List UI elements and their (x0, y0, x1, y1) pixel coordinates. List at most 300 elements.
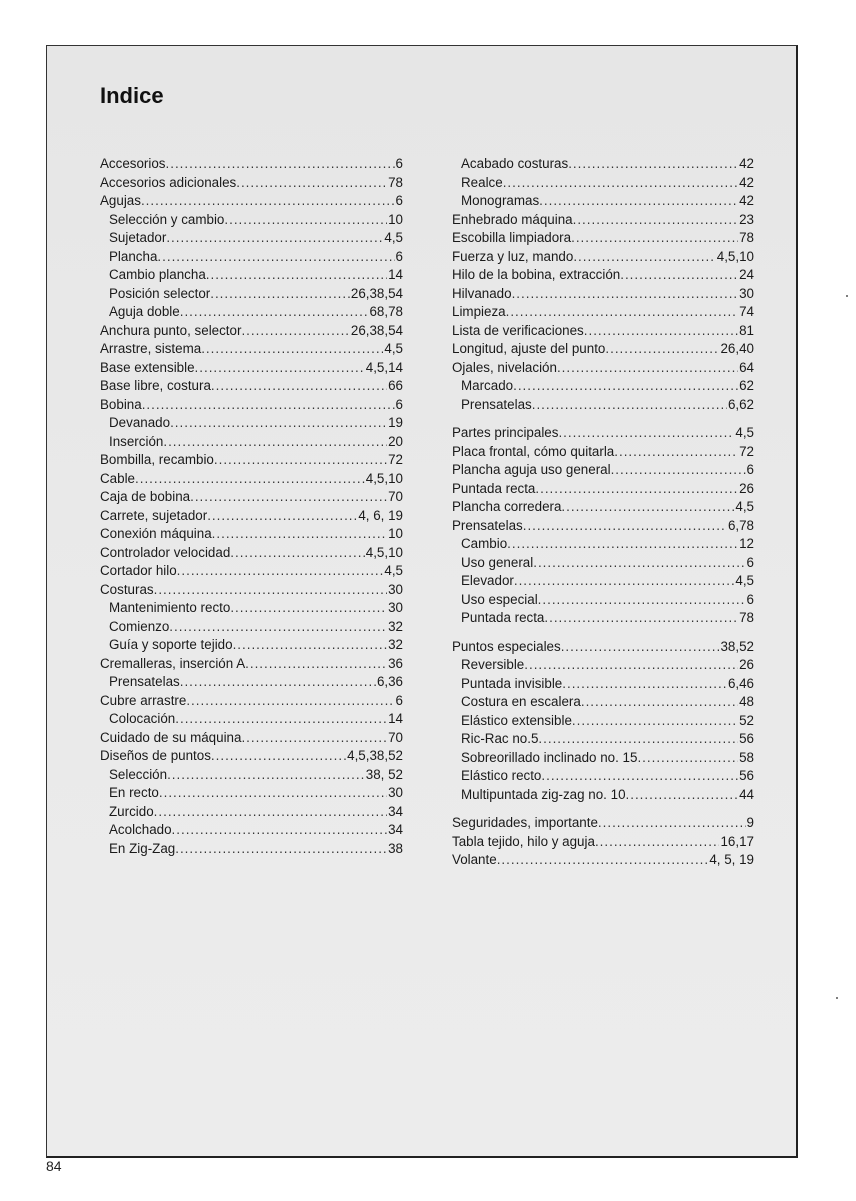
index-entry-label: Aguja doble (109, 304, 180, 319)
dot-leader (584, 322, 738, 341)
dot-leader (195, 359, 365, 378)
index-entry-label: Mantenimiento recto (109, 600, 231, 615)
index-entry (100, 155, 403, 174)
index-entry-label: Bobina (100, 396, 142, 412)
index-entry (100, 192, 403, 211)
dot-leader (211, 377, 387, 396)
index-entry-label: Cable (100, 470, 135, 486)
index-entry (100, 248, 403, 267)
index-entry-page: 6,62 (727, 396, 754, 412)
index-entry-label: Reversible (461, 657, 525, 672)
index-entry-label: Acolchado (109, 822, 172, 837)
index-entry-label: Seguridades, importante (452, 815, 598, 830)
index-entry-label: Plancha corredera (452, 499, 562, 514)
index-entry-label: Puntada recta (461, 610, 545, 625)
index-entry (100, 211, 403, 230)
index-entry-label: Cuidado de su máquina (100, 729, 242, 745)
index-entry-page: 24 (739, 267, 754, 282)
index-entry-label: Escobilla limpiadora (452, 230, 572, 245)
index-entry-label: Acabado costuras (461, 156, 569, 171)
index-entry-label: Sobreorillado inclinado no. 15 (461, 749, 638, 765)
index-entry-page: 38,52 (720, 638, 754, 654)
dot-leader (201, 340, 383, 359)
index-entry-page: 70 (388, 729, 403, 745)
dot-leader (538, 591, 746, 610)
index-entry (452, 285, 754, 304)
index-entry (452, 833, 754, 852)
dot-leader (562, 675, 727, 694)
index-entry (100, 766, 403, 785)
dot-leader (169, 618, 387, 637)
dot-leader (557, 359, 738, 378)
dot-leader (620, 266, 738, 285)
index-entry (452, 786, 754, 805)
index-entry-page: 4,5,10 (716, 248, 754, 264)
index-entry-page: 4, 6, 19 (358, 507, 403, 523)
dot-leader (212, 525, 387, 544)
index-entry (452, 396, 754, 415)
index-entry-page: 4,5,10 (365, 544, 403, 560)
index-entry (100, 451, 403, 470)
index-entry (452, 480, 754, 499)
page-title: Indice (100, 83, 164, 108)
index-entry (100, 174, 403, 193)
index-entry-page: 6,36 (376, 674, 403, 689)
index-entry-label: Anchura punto, selector (100, 322, 242, 338)
index-column-right (452, 155, 754, 870)
index-entry (452, 322, 754, 341)
dot-leader (538, 730, 738, 749)
dot-leader (535, 480, 738, 499)
index-entry-page: 12 (739, 536, 754, 551)
dot-leader (166, 229, 383, 248)
index-entry-label: Puntada recta (452, 480, 536, 496)
dot-leader (167, 766, 365, 785)
dot-leader (573, 211, 738, 230)
index-entry-page: 9 (746, 815, 754, 830)
index-entry-page: 42 (739, 156, 754, 171)
index-entry (452, 461, 754, 480)
dot-leader (605, 340, 719, 359)
index-entry-page: 52 (739, 712, 754, 728)
dot-leader (598, 814, 746, 833)
index-entry (452, 517, 754, 536)
dot-leader (497, 851, 709, 870)
index-entry-page: 34 (388, 822, 403, 837)
dot-leader (154, 581, 388, 600)
index-entry (452, 554, 754, 573)
index-entry-label: Sujetador (109, 230, 167, 245)
dot-leader (523, 517, 727, 536)
index-entry-label: Conexión máquina (100, 526, 212, 541)
index-entry (100, 803, 403, 822)
index-entry-page: 56 (739, 731, 754, 746)
index-entry-page: 10 (388, 526, 403, 541)
index-entry-label: Volante (452, 852, 497, 867)
dot-leader (614, 443, 738, 462)
dot-leader (207, 507, 357, 526)
dot-leader (170, 414, 387, 433)
index-entry-label: Multipuntada zig-zag no. 10 (461, 786, 626, 802)
dot-leader (506, 303, 739, 322)
index-entry-page: 32 (388, 637, 403, 652)
index-entry-page: 36 (388, 655, 403, 671)
index-entry-page: 38, 52 (365, 766, 403, 782)
dot-leader (241, 322, 349, 341)
index-entry (100, 396, 403, 415)
index-entry-page: 66 (388, 378, 403, 393)
index-entry-page: 23 (739, 211, 754, 227)
index-entry-label: Plancha (109, 248, 158, 264)
index-entry-page: 26,38,54 (350, 285, 403, 301)
index-entry (452, 609, 754, 628)
index-entry-page: 10 (388, 211, 403, 227)
dot-leader (533, 554, 745, 573)
index-entry-page: 26,38,54 (350, 322, 403, 338)
dot-leader (514, 572, 735, 591)
index-entry (452, 498, 754, 517)
index-entry (100, 562, 403, 581)
index-entry-page: 6,46 (727, 675, 754, 691)
index-entry (100, 414, 403, 433)
index-entry-page: 6 (395, 692, 403, 708)
index-entry-label: Bombilla, recambio (100, 452, 214, 467)
index-entry (100, 525, 403, 544)
index-entry-label: Guía y soporte tejido (109, 637, 233, 652)
index-entry (452, 535, 754, 554)
dot-leader (573, 248, 715, 267)
index-entry-page: 32 (388, 618, 403, 634)
index-entry (452, 248, 754, 267)
index-entry (452, 712, 754, 731)
index-entry-label: Cubre arrastre (100, 692, 187, 708)
index-entry-label: Cortador hilo (100, 563, 177, 578)
dot-leader (166, 155, 395, 174)
index-entry (100, 340, 403, 359)
scan-speck (846, 295, 848, 297)
index-entry (452, 656, 754, 675)
index-entry (100, 359, 403, 378)
index-entry-page: 14 (388, 711, 403, 726)
dot-leader (172, 821, 388, 840)
index-entry (452, 749, 754, 768)
index-entry (452, 730, 754, 749)
index-entry-page: 26 (739, 657, 754, 672)
dot-leader (210, 285, 350, 304)
index-entry (452, 229, 754, 248)
index-entry-label: Marcado (461, 378, 514, 393)
index-entry-label: Base libre, costura (100, 378, 211, 393)
dot-leader (224, 211, 387, 230)
index-entry-label: Cambio (461, 536, 508, 551)
index-entry-label: Caja de bobina (100, 489, 191, 504)
index-entry-label: Costuras (100, 581, 154, 597)
index-entry-label: Ojales, nivelación (452, 359, 557, 375)
dot-leader (233, 636, 388, 655)
index-entry-label: Uso especial (461, 591, 538, 607)
dot-leader (230, 599, 387, 618)
index-entry-page: 62 (739, 378, 754, 393)
index-entry-page: 72 (739, 443, 754, 459)
index-entry (452, 851, 754, 870)
index-entry-label: Prensatelas (461, 396, 532, 412)
index-entry (100, 544, 403, 563)
index-entry (100, 655, 403, 674)
dot-leader (211, 747, 346, 766)
index-entry-label: Longitud, ajuste del punto (452, 341, 606, 356)
dot-leader (190, 488, 387, 507)
dot-leader (611, 461, 746, 480)
index-entry-page: 30 (739, 285, 754, 301)
index-entry (100, 729, 403, 748)
index-entry-label: Fuerza y luz, mando (452, 248, 574, 264)
index-entry (452, 192, 754, 211)
index-entry-label: Colocación (109, 711, 176, 726)
index-entry-label: Selección y cambio (109, 211, 225, 227)
dot-leader (524, 656, 738, 675)
dot-leader (180, 673, 376, 692)
index-entry (100, 285, 403, 304)
index-entry-page: 42 (739, 174, 754, 190)
index-entry-page: 78 (739, 610, 754, 625)
index-entry (100, 229, 403, 248)
dot-leader (558, 424, 734, 443)
index-entry-page: 26,40 (720, 341, 754, 356)
index-entry (452, 211, 754, 230)
dot-leader (507, 535, 738, 554)
dot-leader (230, 544, 365, 563)
index-entry (452, 377, 754, 396)
dot-leader (561, 498, 734, 517)
index-entry-page: 4,5 (735, 425, 754, 440)
index-entry (452, 638, 754, 657)
index-entry-label: Tabla tejido, hilo y aguja (452, 833, 595, 849)
index-entry-page: 4,5 (384, 341, 403, 356)
index-entry (452, 675, 754, 694)
index-entry-label: Accesorios adicionales (100, 174, 237, 190)
index-entry-page: 6,78 (727, 517, 754, 533)
index-entry-page: 30 (388, 581, 403, 597)
index-entry-page: 42 (739, 193, 754, 208)
index-entry (100, 692, 403, 711)
dot-leader (571, 229, 738, 248)
index-entry-page: 72 (388, 452, 403, 467)
index-entry (100, 322, 403, 341)
index-entry-label: Elástico recto (461, 768, 542, 783)
index-entry-label: Lista de verificaciones (452, 322, 584, 338)
index-entry-label: Arrastre, sistema (100, 341, 202, 356)
dot-leader (175, 710, 387, 729)
dot-leader (572, 712, 738, 731)
index-entry-label: Posición selector (109, 285, 211, 301)
index-entry-page: 58 (739, 749, 754, 765)
dot-leader (568, 155, 738, 174)
index-entry (100, 266, 403, 285)
index-entry (100, 673, 403, 692)
index-entry (452, 572, 754, 591)
index-entry-label: En Zig-Zag (109, 840, 176, 856)
dot-leader (141, 192, 395, 211)
index-column-left (100, 155, 403, 858)
index-entry-page: 78 (739, 230, 754, 245)
index-entry-label: Base extensible (100, 359, 195, 375)
index-entry-label: Cremalleras, inserción A (100, 655, 246, 671)
index-entry-page: 74 (739, 304, 754, 319)
index-entry-page: 14 (388, 267, 403, 282)
index-entry-page: 6 (395, 156, 403, 171)
index-entry (100, 599, 403, 618)
index-entry-label: Puntos especiales (452, 638, 561, 654)
index-entry-page: 4,5 (384, 563, 403, 578)
index-entry-page: 20 (388, 433, 403, 449)
index-entry-label: Zurcido (109, 803, 154, 819)
index-entry-page: 30 (388, 600, 403, 615)
index-entry-page: 4,5 (384, 230, 403, 245)
index-entry-label: Hilvanado (452, 285, 512, 301)
index-entry (452, 443, 754, 462)
index-entry (100, 710, 403, 729)
index-entry-page: 16,17 (720, 833, 754, 849)
index-entry (100, 377, 403, 396)
index-entry-label: Diseños de puntos (100, 748, 211, 763)
index-entry (452, 693, 754, 712)
dot-leader (544, 609, 738, 628)
dot-leader (245, 655, 387, 674)
index-entry-label: Inserción (109, 433, 164, 449)
index-entry-page: 81 (739, 322, 754, 338)
dot-leader (626, 786, 739, 805)
index-entry-label: Ric-Rac no.5 (461, 731, 539, 746)
dot-leader (177, 562, 384, 581)
index-entry-page: 68,78 (369, 304, 403, 319)
index-entry-label: Agujas (100, 193, 141, 208)
index-entry-label: Limpieza (452, 304, 506, 319)
index-entry-page: 26 (739, 480, 754, 496)
index-entry-page: 4,5 (735, 573, 754, 588)
dot-leader (532, 396, 727, 415)
index-entry-page: 34 (388, 803, 403, 819)
index-entry-page: 6 (395, 396, 403, 412)
index-entry-page: 44 (739, 786, 754, 802)
index-entry (452, 424, 754, 443)
index-entry-page: 4,5,38,52 (347, 748, 403, 763)
index-entry-label: Hilo de la bobina, extracción (452, 267, 621, 282)
index-entry-label: Prensatelas (452, 517, 523, 533)
index-entry (452, 359, 754, 378)
dot-leader (154, 803, 387, 822)
index-entry-page: 70 (388, 489, 403, 504)
index-entry (100, 747, 403, 766)
index-entry (100, 821, 403, 840)
index-entry (100, 581, 403, 600)
index-entry (452, 767, 754, 786)
index-entry-label: Cambio plancha (109, 267, 206, 282)
index-entry (100, 618, 403, 637)
index-entry-label: Enhebrado máquina (452, 211, 573, 227)
index-entry-page: 4,5,14 (365, 359, 403, 375)
index-entry-label: Comienzo (109, 618, 170, 634)
index-entry-label: Selección (109, 766, 168, 782)
index-entry-label: Prensatelas (109, 674, 180, 689)
index-entry (100, 303, 403, 322)
index-entry-page: 4, 5, 19 (709, 852, 754, 867)
index-entry (452, 266, 754, 285)
index-entry-label: Devanado (109, 415, 171, 430)
dot-leader (637, 749, 738, 768)
index-entry-label: Monogramas (461, 193, 540, 208)
dot-leader (236, 174, 387, 193)
dot-leader (135, 470, 365, 489)
index-entry (452, 174, 754, 193)
dot-leader (206, 266, 387, 285)
index-entry-label: Elevador (461, 573, 514, 588)
index-entry-label: Accesorios (100, 156, 166, 171)
dot-leader (159, 784, 387, 803)
dot-leader (157, 248, 394, 267)
index-entry (452, 155, 754, 174)
index-entry-label: Realce (461, 174, 503, 190)
index-entry-page: 56 (739, 768, 754, 783)
dot-leader (561, 638, 720, 657)
index-entry-page: 38 (388, 840, 403, 856)
index-entry-label: Plancha aguja uso general (452, 462, 611, 477)
index-entry-page: 6 (395, 193, 403, 208)
dot-leader (512, 285, 739, 304)
index-entry (100, 840, 403, 859)
index-entry-label: Elástico extensible (461, 712, 572, 728)
dot-leader (581, 693, 738, 712)
index-entry (452, 303, 754, 322)
index-entry-page: 19 (388, 415, 403, 430)
index-entry-label: Carrete, sujetador (100, 507, 208, 523)
index-entry-label: Controlador velocidad (100, 544, 231, 560)
dot-leader (163, 433, 387, 452)
index-entry-label: Costura en escalera (461, 694, 581, 709)
dot-leader (241, 729, 387, 748)
index-entry-page: 6 (746, 591, 754, 607)
index-entry-page: 6 (746, 462, 754, 477)
index-entry-page: 64 (739, 359, 754, 375)
dot-leader (595, 833, 720, 852)
scan-speck (836, 997, 838, 999)
index-entry (452, 340, 754, 359)
index-entry-page: 4,5,10 (365, 470, 403, 486)
dot-leader (541, 767, 738, 786)
dot-leader (175, 840, 387, 859)
index-entry-page: 48 (739, 694, 754, 709)
dot-leader (214, 451, 387, 470)
index-entry (100, 784, 403, 803)
index-entry (452, 814, 754, 833)
dot-leader (539, 192, 738, 211)
index-entry (100, 507, 403, 526)
index-entry (100, 488, 403, 507)
dot-leader (180, 303, 369, 322)
index-entry-page: 30 (388, 785, 403, 800)
index-entry-page: 6 (746, 554, 754, 570)
dot-leader (142, 396, 395, 415)
index-entry-label: Uso general (461, 554, 534, 570)
index-entry-label: Partes principales (452, 425, 559, 440)
index-entry-page: 78 (388, 174, 403, 190)
dot-leader (513, 377, 738, 396)
index-entry-page: 6 (395, 248, 403, 264)
page-number: 84 (46, 1158, 62, 1174)
dot-leader (503, 174, 738, 193)
index-entry (100, 470, 403, 489)
index-panel (46, 45, 798, 1158)
index-entry-label: Placa frontal, cómo quitarla (452, 443, 615, 459)
